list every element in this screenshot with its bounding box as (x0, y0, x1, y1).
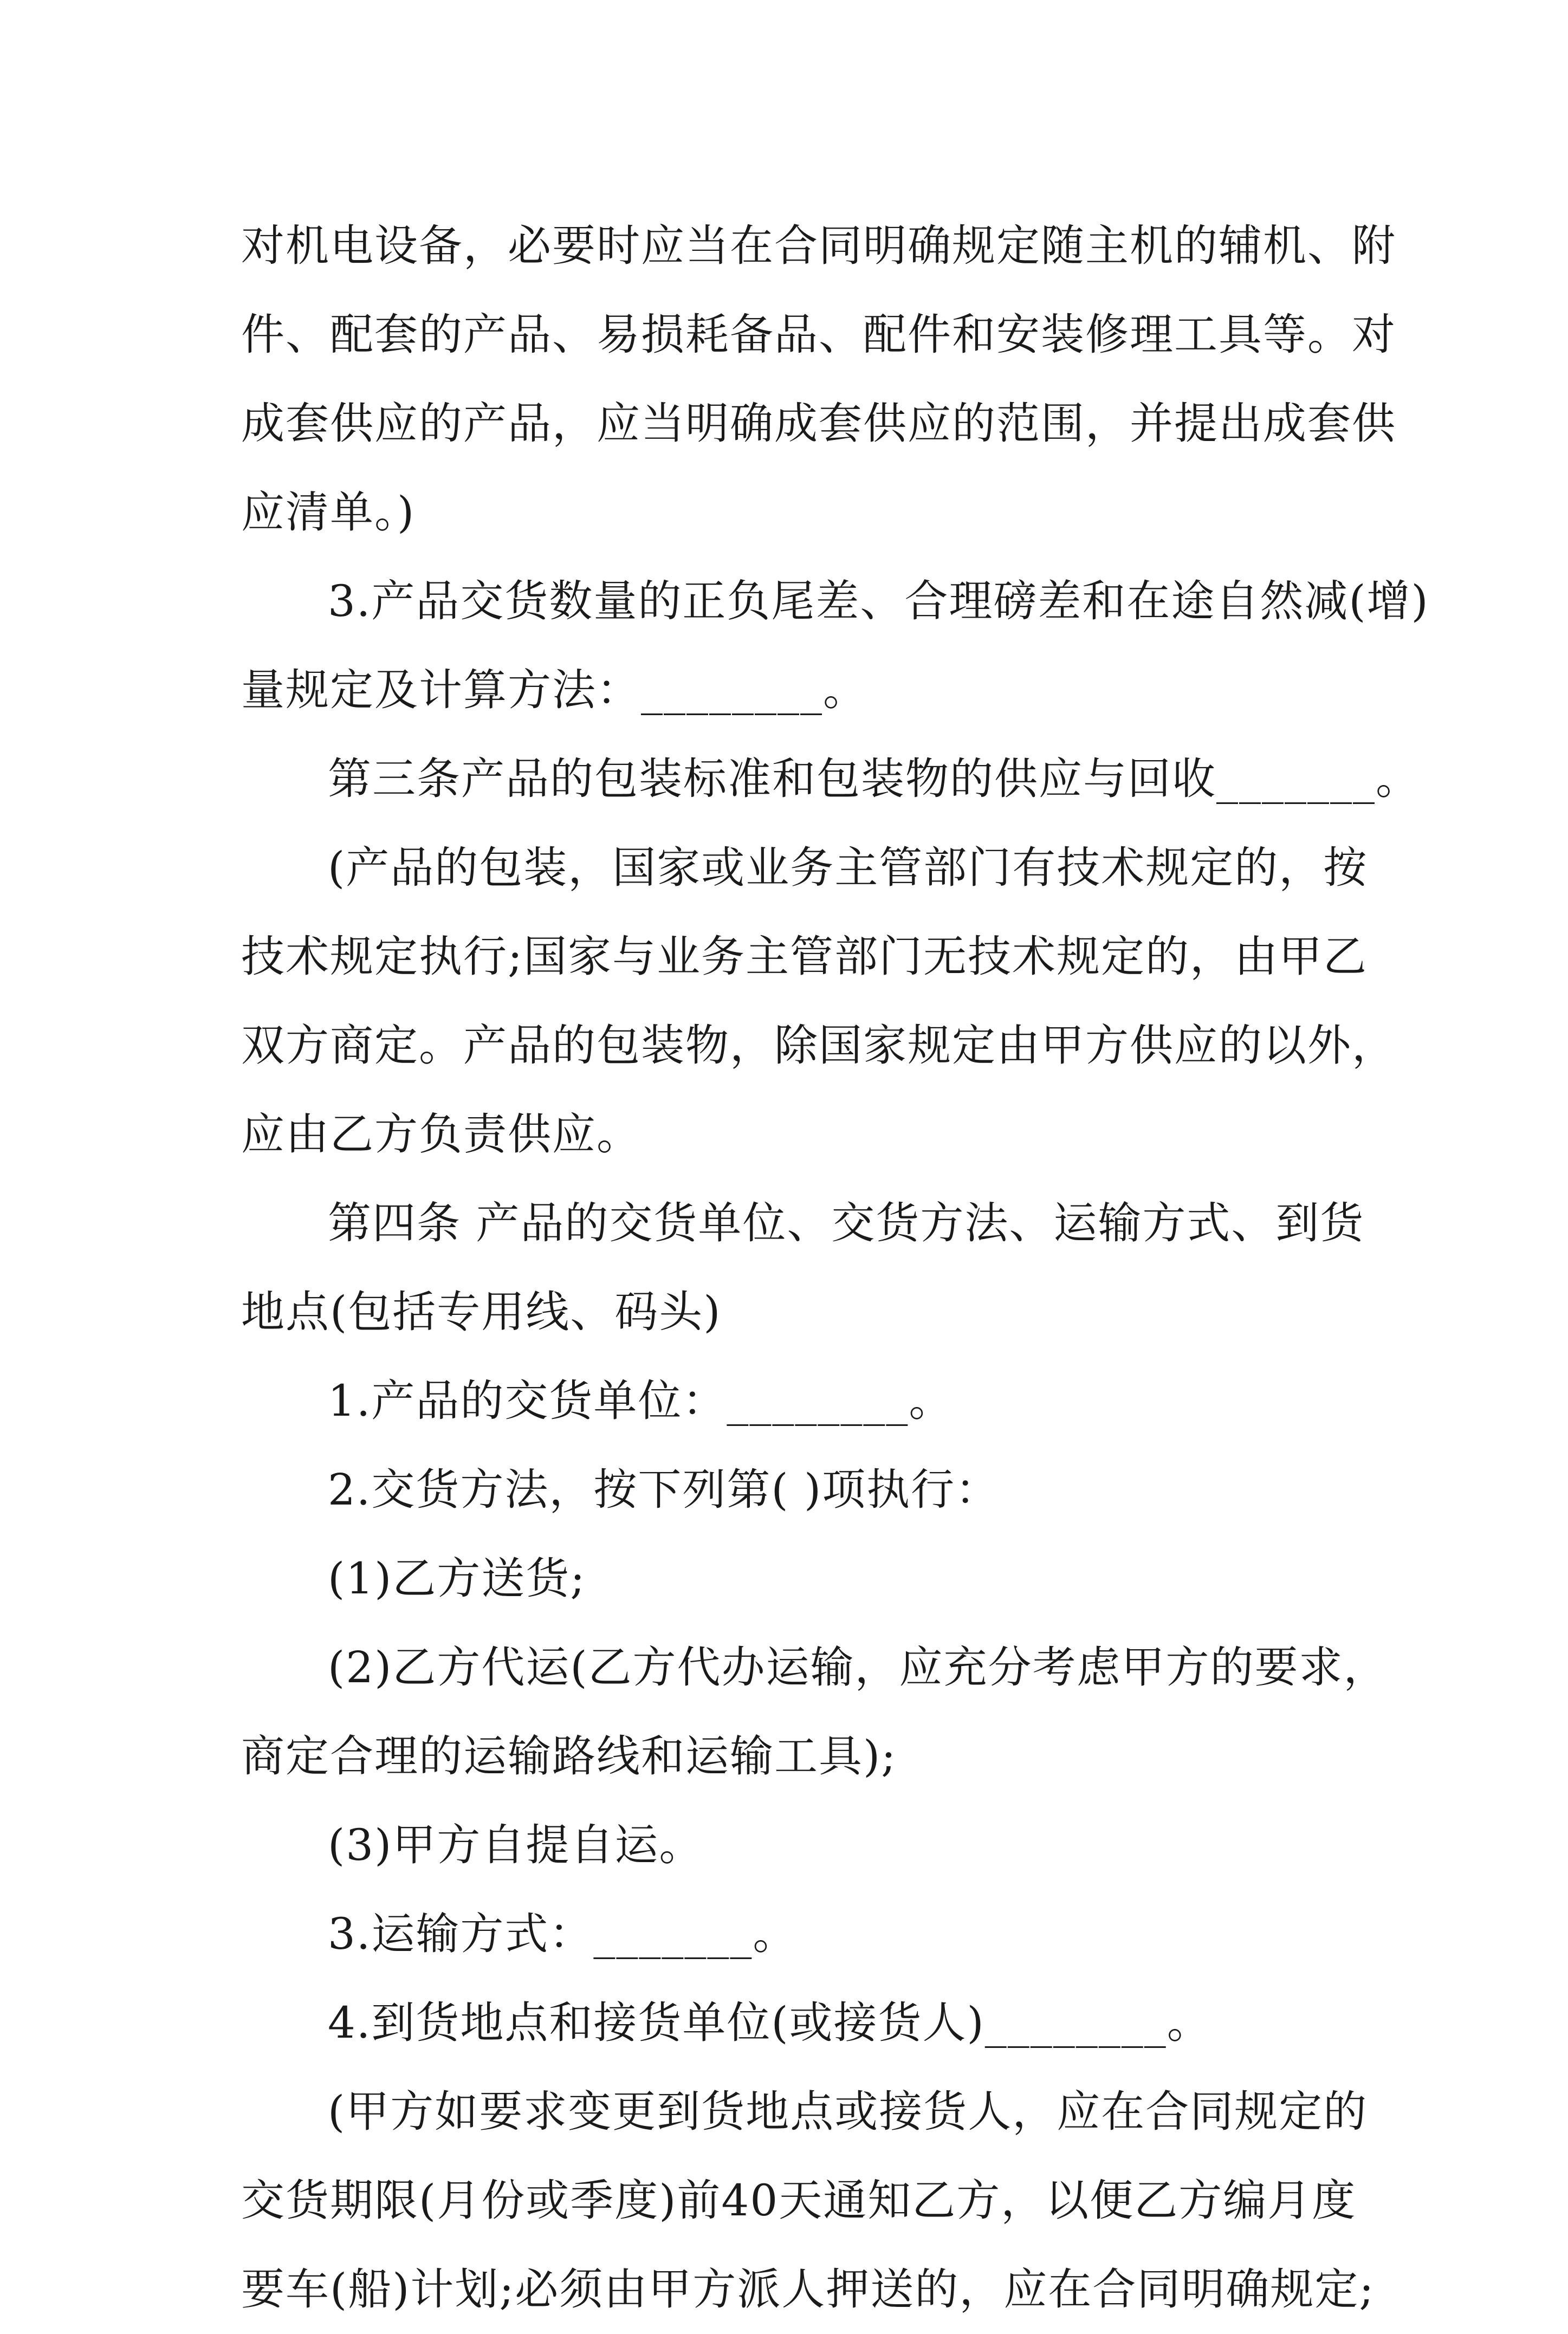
document-line: (2)乙方代运(乙方代办运输，应充分考虑甲方的要求， (328, 1642, 1388, 1693)
document-line: 应清单。) (241, 487, 416, 537)
document-line: 量规定及计算方法：________。 (241, 665, 867, 715)
document-line: 4.到货地点和接货单位(或接货人)________。 (328, 1998, 1211, 2048)
document-line: (甲方如要求变更到货地点或接货人，应在合同规定的 (328, 2086, 1368, 2137)
document-line: 地点(包括专用线、码头) (241, 1287, 722, 1337)
document-line: 交货期限(月份或季度)前40天通知乙方，以便乙方编月度 (241, 2175, 1357, 2226)
document-line: (产品的包装，国家或业务主管部门有技术规定的，按 (328, 842, 1368, 893)
document-line: 件、配套的产品、易损耗备品、配件和安装修理工具等。对 (241, 309, 1396, 360)
document-line: 对机电设备，必要时应当在合同明确规定随主机的辅机、附 (241, 221, 1396, 271)
document-line: (3)甲方自提自运。 (328, 1820, 704, 1870)
document-line: 1.产品的交货单位：________。 (328, 1376, 954, 1426)
document-body (241, 202, 1429, 2334)
document-line: 3.运输方式：_______。 (328, 1909, 798, 1959)
document-line: 商定合理的运输路线和运输工具); (241, 1731, 897, 1781)
document-line: 第四条 产品的交货单位、交货方法、运输方式、到货 (328, 1198, 1365, 1248)
document-line: 要车(船)计划;必须由甲方派人押送的，应在合同明确规定; (241, 2264, 1375, 2314)
document-line: 双方商定。产品的包装物，除国家规定由甲方供应的以外， (241, 1020, 1396, 1071)
document-line: 第三条产品的包装标准和包装物的供应与回收_______。 (328, 754, 1420, 804)
document-line: 技术规定执行;国家与业务主管部门无技术规定的，由甲乙 (241, 931, 1368, 982)
document-line: 成套供应的产品，应当明确成套供应的范围，并提出成套供 (241, 398, 1396, 449)
document-line: 3.产品交货数量的正负尾差、合理磅差和在途自然减(增) (328, 576, 1429, 626)
document-line: 2.交货方法，按下列第( )项执行： (328, 1464, 1000, 1515)
document-line: 应由乙方负责供应。 (241, 1109, 641, 1159)
document-line: (1)乙方送货; (328, 1553, 586, 1604)
